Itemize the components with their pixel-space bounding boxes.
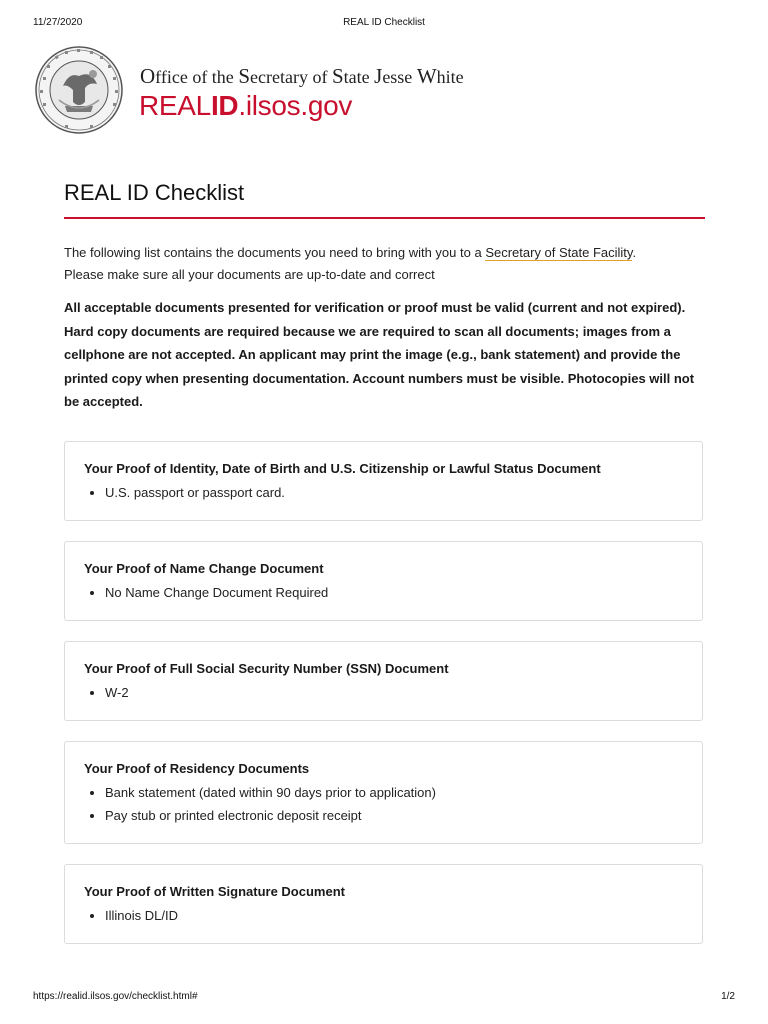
section-heading: Your Proof of Residency Documents xyxy=(84,761,310,776)
section-heading: Your Proof of Written Signature Document xyxy=(84,884,345,899)
page-title: REAL ID Checklist xyxy=(64,180,245,205)
intro-paragraph: The following list contains the documents you need to bring with you to a Secretary of State Facility. Please make sure all your documents are up-to-date and correct xyxy=(64,245,637,282)
section-heading: Your Proof of Name Change Document xyxy=(84,561,324,576)
section-heading: Your Proof of Identity, Date of Birth and U.S. Citizenship or Lawful Status Document xyxy=(84,461,601,476)
section-card-signature xyxy=(64,864,703,944)
list-item: • Bank statement (dated within 90 days prior to application) xyxy=(105,782,436,805)
print-header xyxy=(33,17,735,31)
section-heading: Your Proof of Full Social Security Number (SSN) Document xyxy=(84,661,449,676)
print-title: REAL ID Checklist xyxy=(343,17,425,28)
list-item: • No Name Change Document Required xyxy=(105,582,328,605)
print-footer xyxy=(33,991,735,1005)
section-card-ssn xyxy=(64,641,703,721)
print-page-number: 1/2 xyxy=(721,991,735,1002)
illinois-state-seal-icon xyxy=(35,46,123,134)
office-name: Office of the Secretary of State Jesse White xyxy=(140,64,464,88)
section-card-identity xyxy=(64,441,703,521)
site-brand-link[interactable]: REALID.ilsos.gov xyxy=(139,90,353,121)
list-item: • Pay stub or printed electronic deposit receipt xyxy=(105,805,436,828)
list-item: • W-2 xyxy=(105,682,129,705)
section-card-name-change xyxy=(64,541,703,621)
section-list xyxy=(85,682,129,705)
validity-notice: All acceptable documents presented for verification or proof must be valid (current and not expired). Hard copy documents are required because we are required to scan all documents; images from a cellphone are not accepted. An applicant may print the image (e.g., bank statement) and provide the printed copy when presenting documentation. Account numbers must be visible. Photocopies will not be accepted. xyxy=(64,300,695,409)
facility-link[interactable]: Secretary of State Facility xyxy=(485,245,633,260)
title-divider xyxy=(64,217,705,219)
section-list xyxy=(85,905,178,928)
list-item: • U.S. passport or passport card. xyxy=(105,482,285,505)
section-list xyxy=(85,582,328,605)
section-list xyxy=(85,782,436,827)
print-date: 11/27/2020 xyxy=(33,17,83,28)
print-url: https://realid.ilsos.gov/checklist.html# xyxy=(33,991,198,1002)
section-card-residency xyxy=(64,741,703,844)
list-item: • Illinois DL/ID xyxy=(105,905,178,928)
section-list xyxy=(85,482,285,505)
